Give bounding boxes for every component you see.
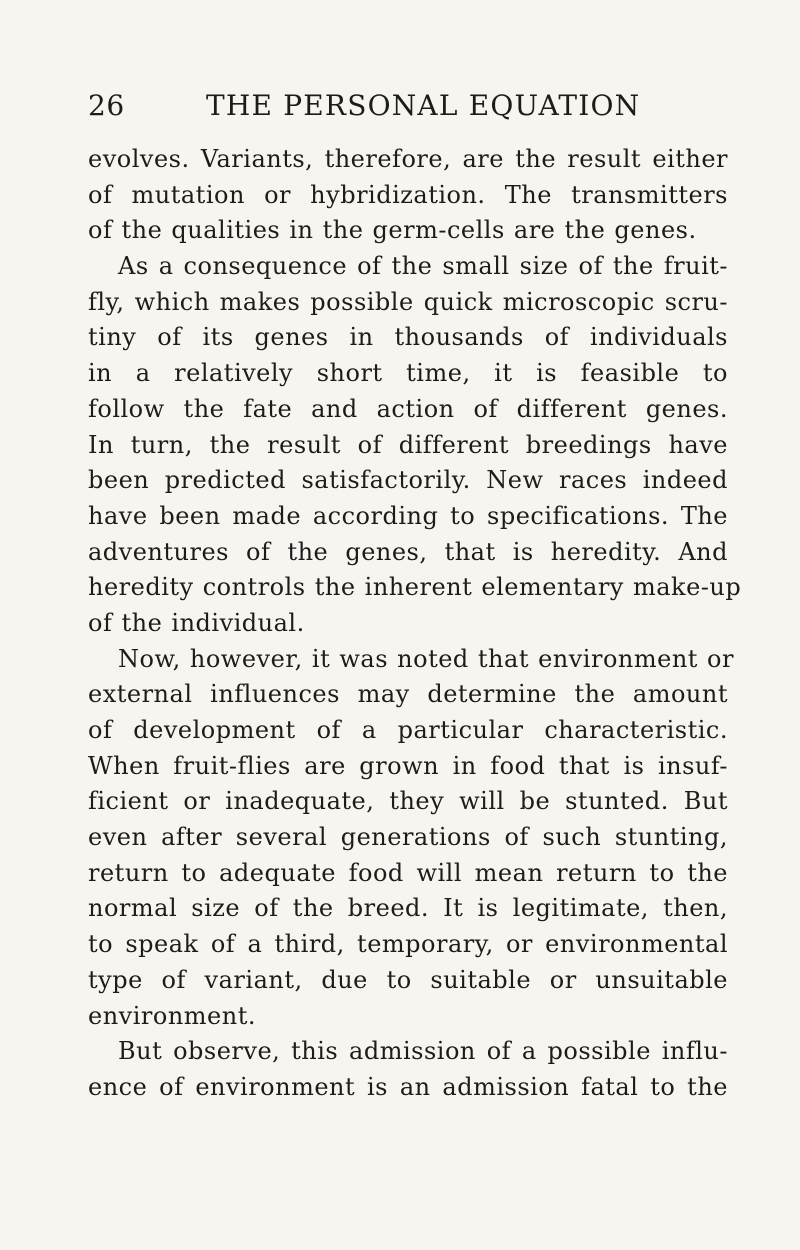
text-line: type of variant, due to suitable or unsuitable (88, 965, 728, 994)
body-text (88, 142, 742, 1106)
page-number: 26 (88, 89, 125, 122)
text-line: follow the fate and action of different genes. (88, 394, 728, 423)
paragraph-first-line: As a consequence of the small size of the fruit- (118, 252, 728, 281)
text-line: environment. (88, 1001, 256, 1030)
text-line: tiny of its genes in thousands of individuals (88, 323, 728, 352)
paragraph-first-line: But observe, this admission of a possible influ- (118, 1037, 728, 1066)
text-line: normal size of the breed. It is legitimate, then, (88, 894, 728, 923)
text-line: In turn, the result of different breedings have (88, 430, 728, 459)
text-line: of development of a particular characteristic. (88, 716, 728, 744)
text-line: fly, which makes possible quick microscopic scru- (88, 287, 728, 316)
text-line: ficient or inadequate, they will be stunted. But (88, 787, 728, 816)
text-line: external influences may determine the amount (88, 680, 728, 709)
text-line: heredity controls the inherent elementary make-up (88, 573, 742, 602)
text-line: have been made according to specifications. The (88, 501, 728, 530)
text-line: in a relatively short time, it is feasible to (88, 359, 728, 388)
text-line: been predicted satisfactorily. New races indeed (88, 466, 728, 495)
text-line: evolves. Variants, therefore, are the result either (88, 145, 728, 173)
text-line: even after several generations of such stunting, (88, 823, 728, 852)
page-header (88, 88, 728, 128)
text-line: of the individual. (88, 608, 305, 637)
text-line: adventures of the genes, that is heredity. And (88, 537, 728, 566)
text-line: of the qualities in the germ-cells are the genes. (88, 216, 697, 245)
text-line: When fruit-flies are grown in food that is insuf- (88, 751, 728, 780)
text-line: of mutation or hybridization. The transmitters (88, 180, 728, 209)
paragraph-first-line: Now, however, it was noted that environment or (118, 644, 734, 673)
text-line: to speak of a third, temporary, or environmental (88, 930, 728, 959)
text-line: return to adequate food will mean return to the (88, 858, 728, 887)
text-line: ence of environment is an admission fatal to the (88, 1072, 728, 1101)
running-title: THE PERSONAL EQUATION (206, 89, 641, 122)
